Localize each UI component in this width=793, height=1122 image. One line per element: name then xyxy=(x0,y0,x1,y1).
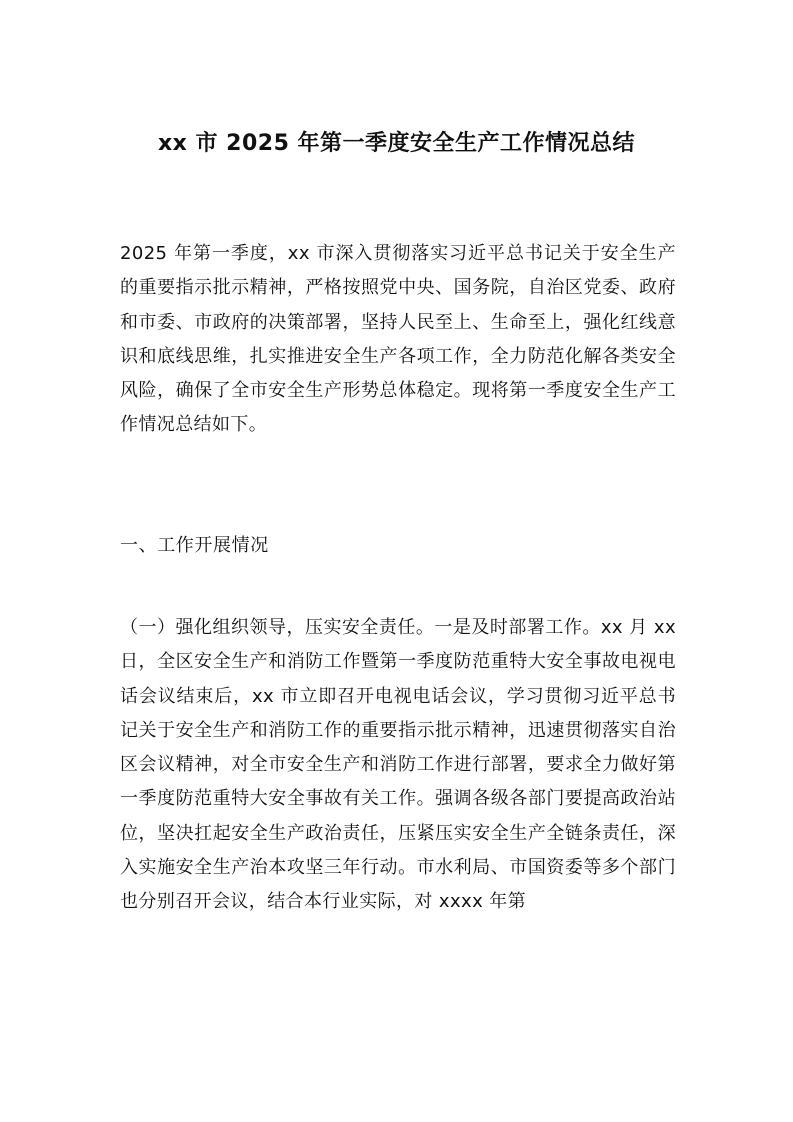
intro-paragraph: 2025 年第一季度，xx 市深入贯彻落实习近平总书记关于安全生产的重要指示批示精神，严格按照党中央、国务院，自治区党委、政府和市委、市政府的决策部署，坚持人民至上、生命至上，强化红线意识和底线思维，扎实推进安全生产各项工作，全力防范化解各类安全风险，确保了全市安全生产形势总体稳定。现将第一季度安全生产工作情况总结如下。 xyxy=(120,243,676,436)
document-title: xx 市 2025 年第一季度安全生产工作情况总结 xyxy=(157,131,636,156)
body-paragraph: （一）强化组织领导，压实安全责任。一是及时部署工作。xx 月 xx 日，全区安全生产和消防工作暨第一季度防范重特大安全事故电视电话会议结束后，xx 市立即召开电视电话会议，学习贯彻习近平总书记关于安全生产和消防工作的重要指示批示精神，迅速贯彻落实自治区会议精神，对全市安全生产和消防工作进行部署，要求全力做好第一季度防范重特大安全事故有关工作。强调各级各部门要提高政治站位，坚决扛起安全生产政治责任，压紧压实安全生产全链条责任，深入实施安全生产治本攻坚三年行动。市水利局、市国资委等多个部门也分别召开会议，结合本行业实际，对 xxxx 年第 xyxy=(120,617,676,913)
section-heading: 一、工作开展情况 xyxy=(120,535,269,556)
